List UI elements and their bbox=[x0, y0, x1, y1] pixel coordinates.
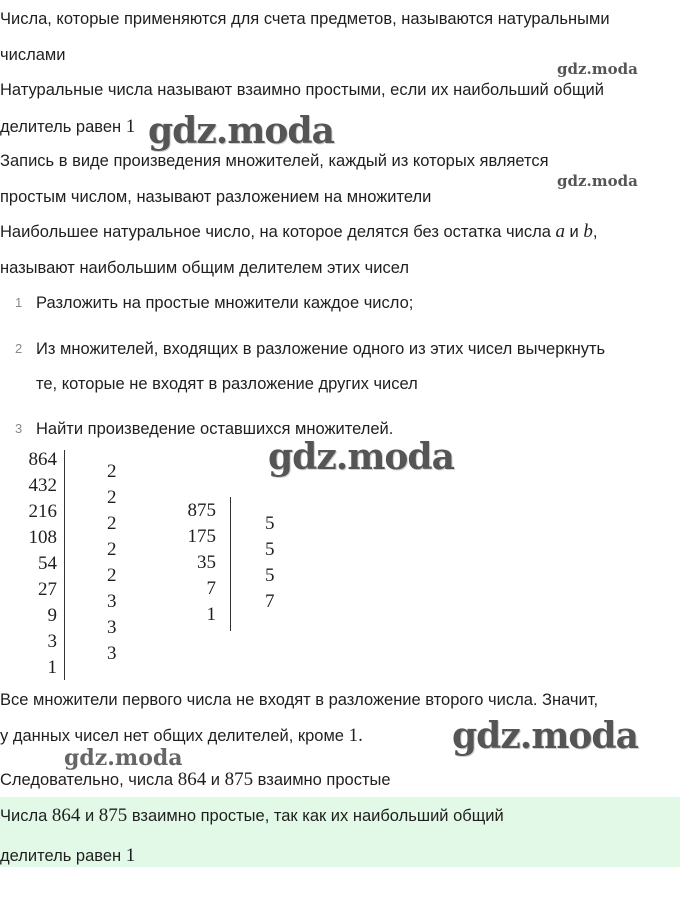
dividend: 9 bbox=[47, 605, 57, 626]
coprime-text: делитель равен bbox=[0, 118, 126, 136]
watermark: gdz.moda bbox=[268, 436, 454, 478]
dividend: 7 bbox=[206, 578, 216, 599]
step-number: 3 bbox=[15, 421, 23, 436]
conclusion-line3 bbox=[0, 769, 680, 791]
watermark: gdz.moda bbox=[64, 745, 183, 771]
answer-text: Числа bbox=[0, 807, 52, 825]
dividend: 3 bbox=[47, 631, 57, 652]
dividend: 27 bbox=[38, 579, 57, 600]
prime-factor: 2 bbox=[107, 487, 117, 508]
definition-natural-line2: числами bbox=[0, 46, 66, 64]
prime-factor: 2 bbox=[107, 461, 117, 482]
definition-factor-line2: простым числом, называют разложением на множители bbox=[0, 188, 432, 206]
definition-coprime-line1: Натуральные числа называют взаимно простыми, если их наибольший общий bbox=[0, 81, 604, 99]
prime-factor: 2 bbox=[107, 539, 117, 560]
conclusion-text: взаимно простые bbox=[253, 771, 391, 789]
prime-factor: 2 bbox=[107, 513, 117, 534]
step-number: 1 bbox=[15, 295, 23, 310]
gcd-var-b: b bbox=[583, 221, 593, 242]
prime-factor: 3 bbox=[107, 591, 117, 612]
watermark: gdz.moda bbox=[557, 172, 638, 190]
prime-factor: 5 bbox=[265, 513, 275, 534]
dividend: 216 bbox=[28, 501, 57, 522]
gcd-var-a: a bbox=[555, 221, 565, 242]
step-text: Найти произведение оставшихся множителей. bbox=[36, 420, 394, 438]
conclusion-text: у данных чисел нет общих делителей, кроме bbox=[0, 727, 349, 745]
prime-factor: 7 bbox=[265, 591, 275, 612]
dividend: 108 bbox=[28, 527, 57, 548]
factors-875 bbox=[265, 511, 285, 615]
watermark: gdz.moda bbox=[148, 110, 334, 152]
dividend: 1 bbox=[47, 657, 57, 678]
dividend: 1 bbox=[206, 604, 216, 625]
conclusion-line1: Все множители первого числа не входят в разложение второго числа. Значит, bbox=[0, 691, 599, 709]
dividend: 432 bbox=[28, 475, 57, 496]
prime-factor: 5 bbox=[265, 539, 275, 560]
conclusion-and: и bbox=[206, 771, 225, 789]
step-text: Из множителей, входящих в разложение одного из этих чисел вычеркнуть bbox=[36, 340, 606, 358]
answer-number: 1 bbox=[125, 845, 136, 866]
number-875: 875 bbox=[98, 805, 128, 826]
prime-factor: 3 bbox=[107, 617, 117, 638]
divider-line-864 bbox=[64, 450, 65, 680]
definition-natural-line1: Числа, которые применяются для счета предметов, называются натуральными bbox=[0, 10, 610, 28]
prime-factor: 5 bbox=[265, 565, 275, 586]
definition-coprime-line2 bbox=[0, 116, 680, 138]
gcd-text: Наибольшее натуральное число, на которое делятся без остатка числа bbox=[0, 223, 556, 241]
definition-gcd-line2: называют наибольшим общим делителем этих чисел bbox=[0, 259, 409, 277]
dividend-864-numbers bbox=[14, 447, 57, 681]
prime-factor: 2 bbox=[107, 565, 117, 586]
number-864: 864 bbox=[177, 769, 207, 790]
dividend: 864 bbox=[28, 449, 57, 470]
step-text: Разложить на простые множители каждое число; bbox=[36, 294, 414, 312]
dividend-875-numbers bbox=[170, 498, 216, 628]
answer-text: делитель равен bbox=[0, 847, 126, 865]
answer-line2 bbox=[0, 845, 680, 867]
number-875: 875 bbox=[224, 769, 254, 790]
divider-line-875 bbox=[230, 497, 231, 631]
definition-factor-line1: Запись в виде произведения множителей, каждый из которых является bbox=[0, 152, 549, 170]
dividend: 54 bbox=[38, 553, 57, 574]
watermark: gdz.moda bbox=[557, 60, 638, 78]
step-text: те, которые не входят в разложение других чисел bbox=[36, 375, 418, 393]
dividend: 35 bbox=[197, 552, 216, 573]
prime-factor: 3 bbox=[107, 643, 117, 664]
step-number: 2 bbox=[15, 341, 23, 356]
answer-and: и bbox=[80, 807, 99, 825]
answer-text: взаимно простые, так как их наибольший общий bbox=[127, 807, 504, 825]
number-864: 864 bbox=[51, 805, 81, 826]
dividend: 875 bbox=[187, 500, 216, 521]
conclusion-number: 1. bbox=[348, 725, 363, 746]
answer-line1 bbox=[0, 805, 680, 827]
gcd-and: и bbox=[564, 223, 584, 241]
factors-864 bbox=[107, 459, 127, 667]
definition-gcd-line1 bbox=[0, 221, 680, 243]
conclusion-text: Следовательно, числа bbox=[0, 771, 178, 789]
gcd-comma: , bbox=[592, 223, 598, 241]
dividend: 175 bbox=[187, 526, 216, 547]
watermark: gdz.moda bbox=[452, 715, 638, 757]
coprime-number: 1 bbox=[125, 116, 136, 137]
